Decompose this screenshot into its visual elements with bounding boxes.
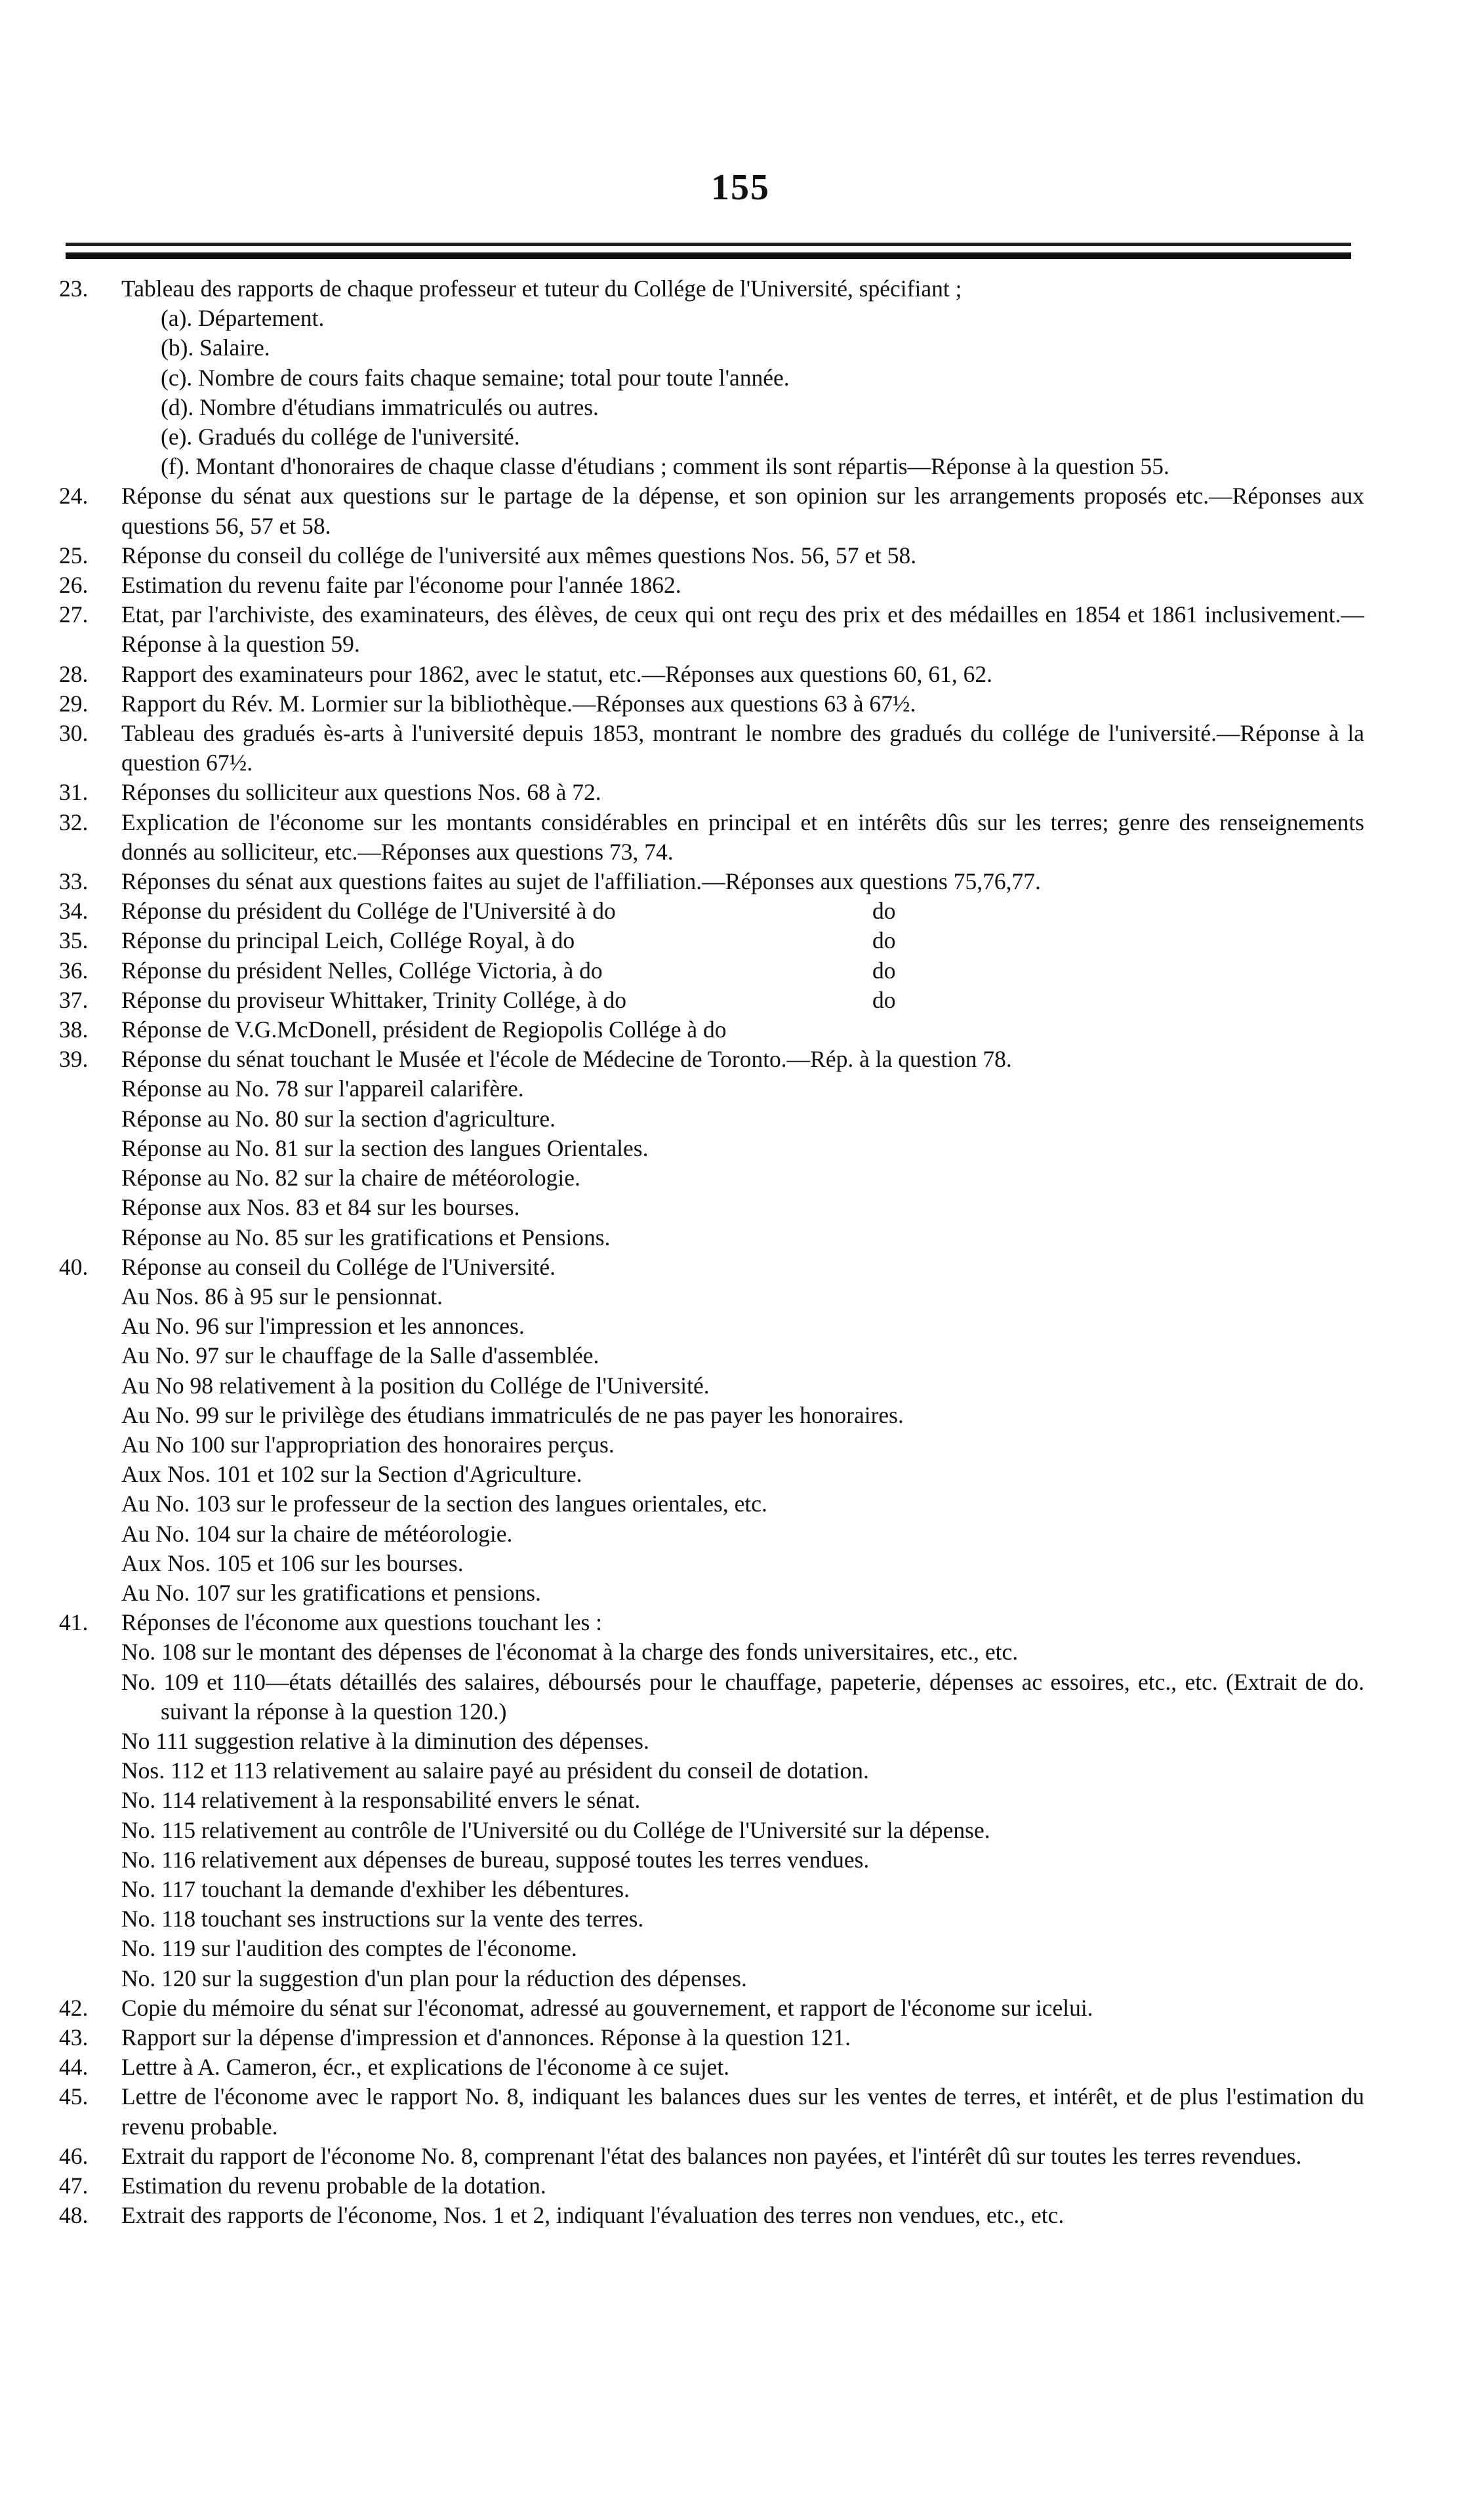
sub-item: (c). Nombre de cours faits chaque semaine; total pour toute l'année. xyxy=(161,364,790,391)
item-text: Lettre à A. Cameron, écr., et explications de l'économe à ce sujet. xyxy=(121,2054,730,2081)
list-item xyxy=(59,1608,1364,1637)
list-item xyxy=(59,689,1364,719)
list-item xyxy=(59,2142,1364,2171)
list-item xyxy=(59,986,1364,1015)
list-item xyxy=(59,926,1364,955)
list-item xyxy=(59,808,1364,867)
item-text: Estimation du revenu probable de la dotation. xyxy=(121,2172,546,2199)
item-number: 34. xyxy=(59,898,89,925)
list-item xyxy=(59,600,1364,659)
item-number: 35. xyxy=(59,927,89,954)
item-number: 31. xyxy=(59,779,89,806)
sub-item: Au No. 99 sur le privilège des étudians immatriculés de ne pas payer les honoraires. xyxy=(121,1401,904,1428)
item-number: 38. xyxy=(59,1016,89,1043)
list-item xyxy=(59,2052,1364,2082)
item-text: Réponse du sénat aux questions sur le partage de la dépense, et son opinion sur les arrangements proposés etc.—Réponses aux questions 56, 57 et 58. xyxy=(121,483,1364,539)
sub-item: No. 108 sur le montant des dépenses de l'économat à la charge des fonds universitaires, etc., etc. xyxy=(121,1639,1019,1666)
sub-item: Au No. 97 sur le chauffage de la Salle d'assemblée. xyxy=(121,1342,599,1369)
sub-item: Aux Nos. 101 et 102 sur la Section d'Agriculture. xyxy=(121,1461,582,1488)
list-item xyxy=(59,481,1364,540)
sub-item: Au No 98 relativement à la position du Collége de l'Université. xyxy=(121,1372,710,1399)
item-text: Réponse du président du Collége de l'Université à do xyxy=(121,898,616,925)
sub-item: No. 119 sur l'audition des comptes de l'économe. xyxy=(121,1935,577,1962)
sub-item: No. 114 relativement à la responsabilité envers le sénat. xyxy=(121,1787,641,1814)
item-number: 40. xyxy=(59,1253,89,1280)
sub-item: Réponse au No. 85 sur les gratifications et Pensions. xyxy=(121,1224,611,1250)
sub-item: Au No. 104 sur la chaire de météorologie. xyxy=(121,1520,513,1547)
item-text: Copie du mémoire du sénat sur l'économat, adressé au gouvernement, et rapport de l'économe sur icelui. xyxy=(121,1994,1093,2021)
item-number: 44. xyxy=(59,2054,89,2081)
sub-item: (e). Gradués du collége de l'université. xyxy=(161,424,520,450)
item-number: 48. xyxy=(59,2202,89,2229)
sub-item: No. 109 et 110—états détaillés des salaires, déboursés pour le chauffage, papeterie, dépenses ac essoires, etc., etc. (Extrait de do. suivant la réponse à la question 120.) xyxy=(121,1668,1364,1725)
sub-item: Au No. 103 sur le professeur de la section des langues orientales, etc. xyxy=(121,1490,767,1517)
item-number: 30. xyxy=(59,720,89,747)
sub-item: No. 120 sur la suggestion d'un plan pour la réduction des dépenses. xyxy=(121,1965,747,1991)
sub-item: Réponse au No. 78 sur l'appareil calarifère. xyxy=(121,1075,524,1102)
item-number: 26. xyxy=(59,572,89,599)
item-number: 24. xyxy=(59,483,89,510)
sub-item: Réponse au No. 82 sur la chaire de météorologie. xyxy=(121,1165,580,1191)
item-number: 47. xyxy=(59,2172,89,2199)
item-text: Estimation du revenu faite par l'économe pour l'année 1862. xyxy=(121,572,681,599)
item-text: Lettre de l'économe avec le rapport No. 8, indiquant les balances dues sur les ventes de terres, et intérêt, et de plus l'estimation du revenu probable. xyxy=(121,2083,1364,2140)
item-text: Réponse du principal Leich, Collége Royal, à do xyxy=(121,927,575,954)
ditto-mark: do xyxy=(872,986,896,1013)
item-number: 32. xyxy=(59,809,89,835)
ditto-mark: do xyxy=(872,898,896,925)
document-body xyxy=(59,274,1364,2230)
item-number: 45. xyxy=(59,2083,89,2110)
page-number: 155 xyxy=(711,167,770,208)
item-text: Réponse du proviseur Whittaker, Trinity Collége, à do xyxy=(121,986,626,1013)
sub-item: Aux Nos. 105 et 106 sur les bourses. xyxy=(121,1550,464,1576)
item-text: Tableau des gradués ès-arts à l'université depuis 1853, montrant le nombre des gradués du collége de l'université.—Réponse à la question 67½. xyxy=(121,720,1364,776)
list-item xyxy=(59,896,1364,926)
item-text: Réponse du conseil du collége de l'université aux mêmes questions Nos. 56, 57 et 58. xyxy=(121,542,917,569)
item-text: Rapport des examinateurs pour 1862, avec le statut, etc.—Réponses aux questions 60, 61, 62. xyxy=(121,660,993,687)
list-item xyxy=(59,867,1364,896)
list-item xyxy=(59,2082,1364,2141)
list-item xyxy=(59,1993,1364,2023)
item-number: 37. xyxy=(59,986,89,1013)
header-rule-thin xyxy=(66,243,1351,246)
item-text: Etat, par l'archiviste, des examinateurs, des élèves, de ceux qui ont reçu des prix et des médailles en 1854 et 1861 inclusivement.—Réponse à la question 59. xyxy=(121,601,1364,658)
item-number: 28. xyxy=(59,660,89,687)
sub-item: No 111 suggestion relative à la diminution des dépenses. xyxy=(121,1727,649,1754)
item-number: 36. xyxy=(59,957,89,984)
item-text: Rapport sur la dépense d'impression et d'annonces. Réponse à la question 121. xyxy=(121,2024,851,2050)
item-number: 25. xyxy=(59,542,89,569)
item-number: 29. xyxy=(59,690,89,717)
item-number: 46. xyxy=(59,2142,89,2169)
list-item xyxy=(59,778,1364,807)
list-item xyxy=(59,570,1364,600)
list-item xyxy=(59,2023,1364,2052)
sub-item: No. 116 relativement aux dépenses de bureau, supposé toutes les terres vendues. xyxy=(121,1846,870,1873)
item-text: Extrait du rapport de l'économe No. 8, comprenant l'état des balances non payées, et l'intérêt dû sur toutes les terres revendues. xyxy=(121,2142,1302,2169)
ditto-mark: do xyxy=(872,957,896,984)
list-item xyxy=(59,2171,1364,2201)
item-text: Rapport du Rév. M. Lormier sur la bibliothèque.—Réponses aux questions 63 à 67½. xyxy=(121,690,916,717)
sub-item: (f). Montant d'honoraires de chaque classe d'étudians ; comment ils sont répartis—Réponse à la question 55. xyxy=(161,453,1169,480)
sub-item: Au No. 96 sur l'impression et les annonces. xyxy=(121,1313,525,1340)
ditto-mark: do xyxy=(872,927,896,954)
item-text: Réponses du solliciteur aux questions Nos. 68 à 72. xyxy=(121,779,601,806)
list-item xyxy=(59,1252,1364,1282)
item-text: Réponse du président Nelles, Collége Victoria, à do xyxy=(121,957,603,984)
item-number: 33. xyxy=(59,868,89,895)
item-number: 43. xyxy=(59,2024,89,2050)
sub-item: Réponse aux Nos. 83 et 84 sur les bourses. xyxy=(121,1194,520,1221)
sub-item: No. 117 touchant la demande d'exhiber les débentures. xyxy=(121,1875,630,1902)
list-item xyxy=(59,274,1364,304)
item-text: Réponse du sénat touchant le Musée et l'école de Médecine de Toronto.—Rép. à la question 78. xyxy=(121,1046,1012,1073)
list-item xyxy=(59,541,1364,570)
sub-item: Au No. 107 sur les gratifications et pensions. xyxy=(121,1579,541,1606)
item-number: 39. xyxy=(59,1046,89,1073)
sub-item: (d). Nombre d'étudians immatriculés ou autres. xyxy=(161,393,599,420)
item-text: Réponses de l'économe aux questions touchant les : xyxy=(121,1609,603,1636)
sub-item: (a). Département. xyxy=(161,305,325,332)
item-number: 42. xyxy=(59,1994,89,2021)
sub-item: Réponse au No. 80 sur la section d'agriculture. xyxy=(121,1105,556,1132)
item-text: Réponses du sénat aux questions faites au sujet de l'affiliation.—Réponses aux questions 75,76,77. xyxy=(121,868,1041,895)
item-text: Réponse au conseil du Collége de l'Université. xyxy=(121,1253,556,1280)
list-item xyxy=(59,1015,1364,1045)
sub-item: (b). Salaire. xyxy=(161,334,270,361)
item-number: 41. xyxy=(59,1609,89,1636)
sub-item: Nos. 112 et 113 relativement au salaire payé au président du conseil de dotation. xyxy=(121,1757,869,1784)
item-number: 23. xyxy=(59,275,89,302)
item-text: Extrait des rapports de l'économe, Nos. 1 et 2, indiquant l'évaluation des terres non vendues, etc., etc. xyxy=(121,2202,1065,2229)
item-text: Réponse de V.G.McDonell, président de Regiopolis Collége à do xyxy=(121,1016,727,1043)
list-item xyxy=(59,719,1364,778)
sub-item: Au No 100 sur l'appropriation des honoraires perçus. xyxy=(121,1431,615,1458)
item-text: Tableau des rapports de chaque professeur et tuteur du Collége de l'Université, spécifiant ; xyxy=(121,275,962,302)
item-number: 27. xyxy=(59,601,89,628)
item-text: Explication de l'économe sur les montants considérables en principal et en intérêts dûs sur les terres; genre des renseignements donnés au solliciteur, etc.—Réponses aux questions 73, 74. xyxy=(121,809,1364,865)
list-item xyxy=(59,660,1364,689)
list-item xyxy=(59,1045,1364,1074)
list-item xyxy=(59,2201,1364,2230)
sub-item: No. 118 touchant ses instructions sur la vente des terres. xyxy=(121,1906,644,1932)
sub-item: No. 115 relativement au contrôle de l'Université ou du Collége de l'Université sur la dépense. xyxy=(121,1816,990,1843)
sub-item: Au Nos. 86 à 95 sur le pensionnat. xyxy=(121,1283,443,1310)
header-rule-thick xyxy=(66,252,1351,259)
sub-item: Réponse au No. 81 sur la section des langues Orientales. xyxy=(121,1134,649,1161)
list-item xyxy=(59,956,1364,986)
